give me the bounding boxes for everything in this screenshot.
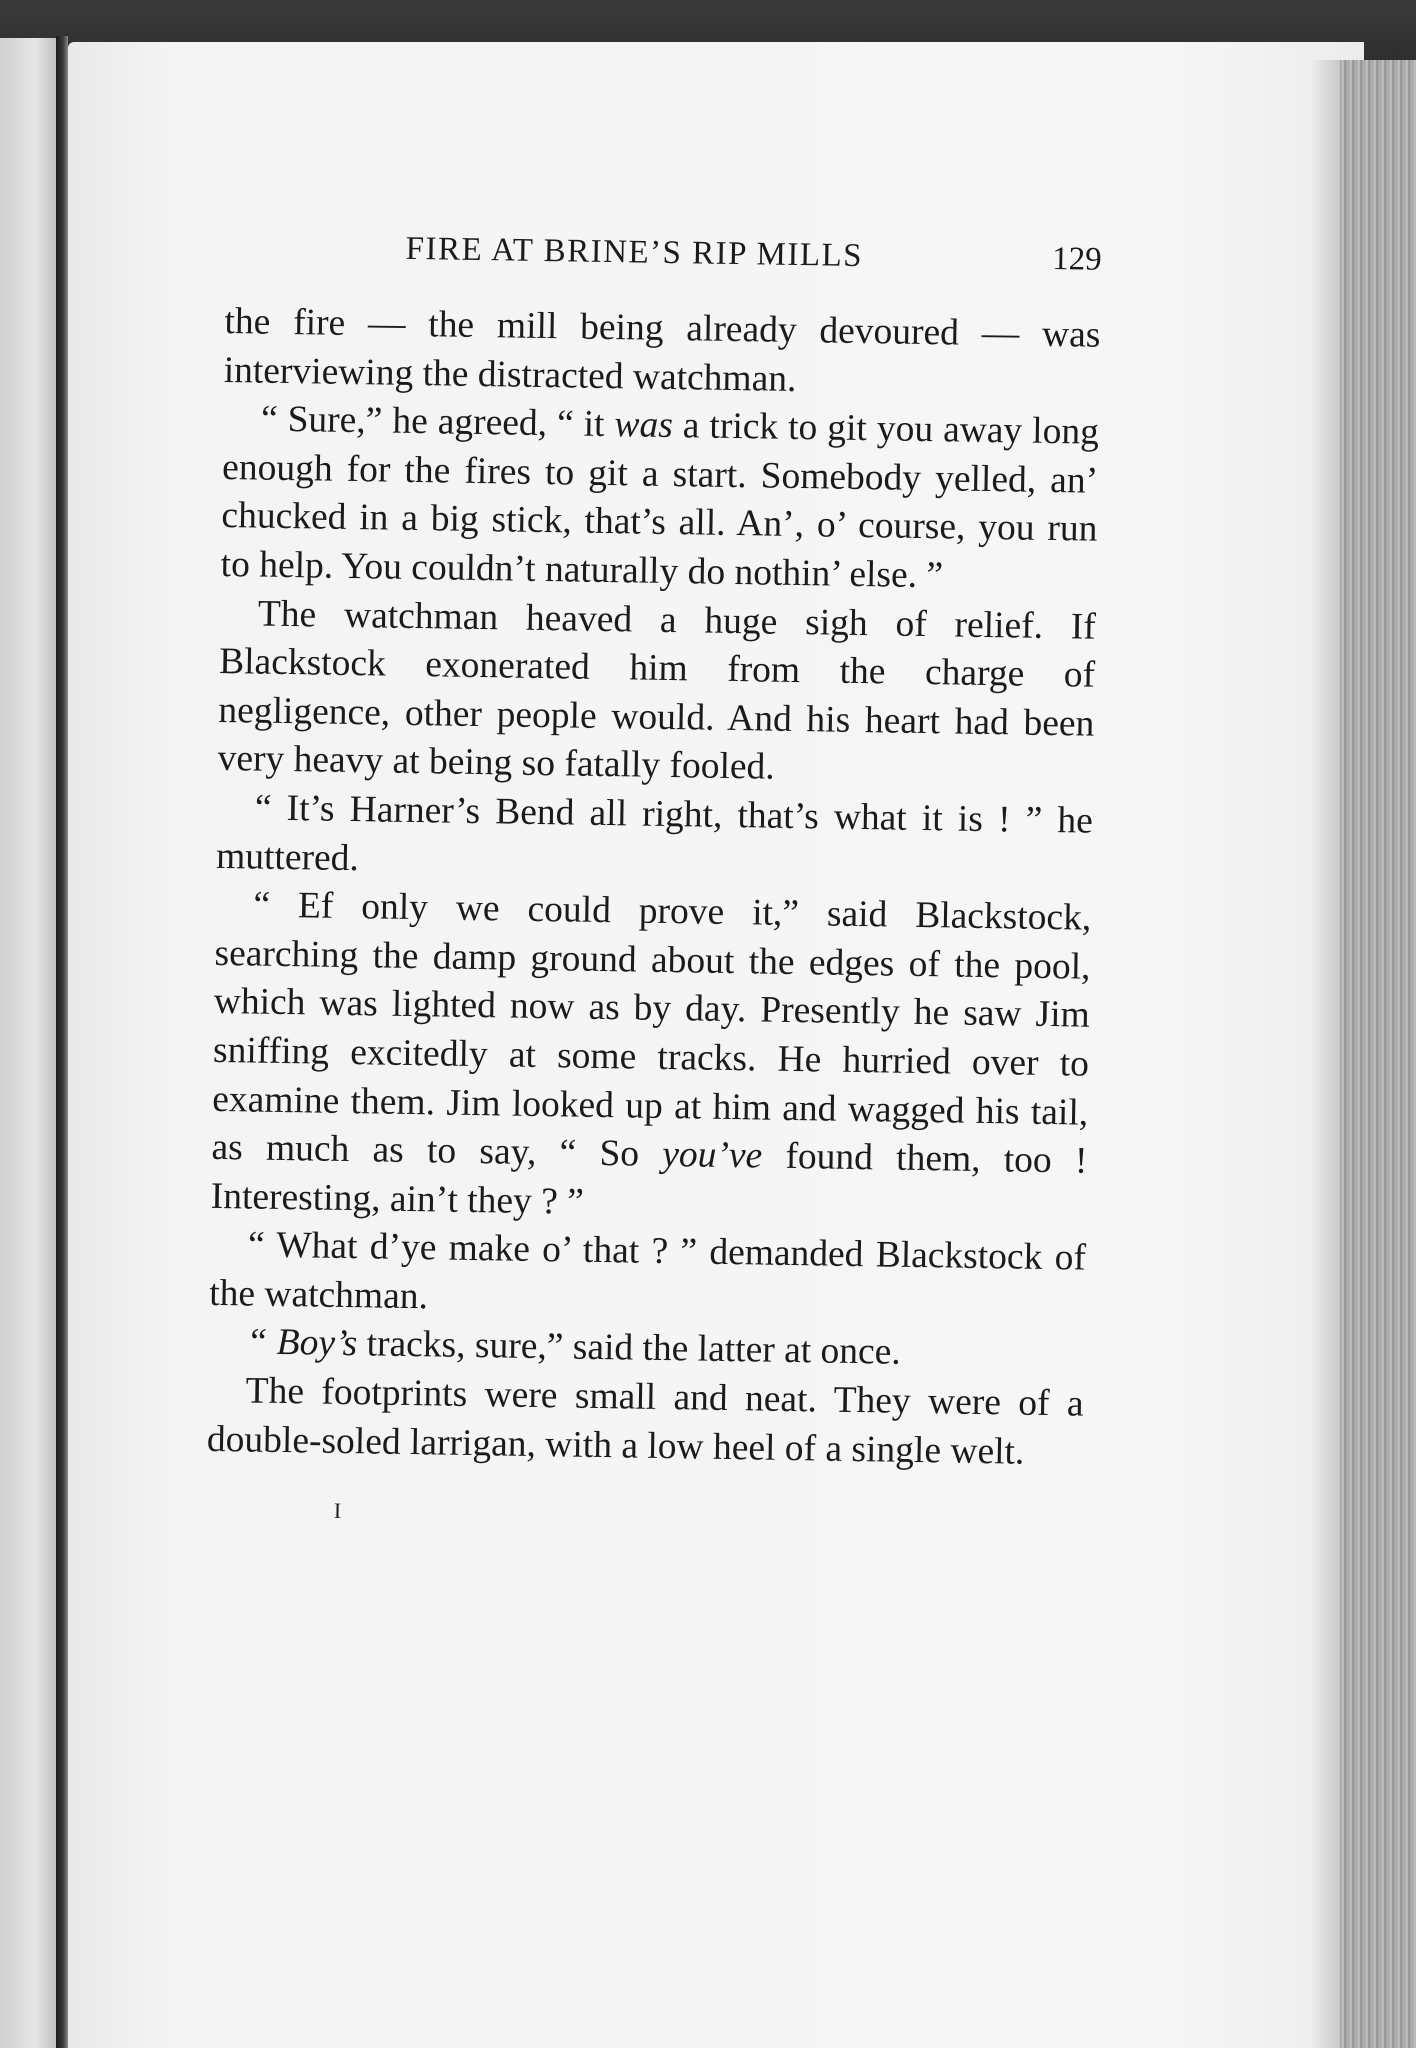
text-run: found them, too ! Interesting, ain’t they ? ” <box>210 1135 1088 1223</box>
text-run: tracks, sure,” said the latter at once. <box>356 1323 902 1374</box>
paragraph <box>210 881 1091 1235</box>
paragraph <box>223 298 1100 409</box>
text-run: “ Sure,” he agreed, “ it <box>260 398 615 446</box>
paragraph <box>217 590 1096 798</box>
italic-text-run: you’ve <box>662 1134 763 1177</box>
text-run: “ What d’ye make o’ that ? ” demanded Blackstock of the watchman. <box>208 1224 1087 1318</box>
text-run: “ It’s Harner’s Bend all right, that’s what it is ! ” he muttered. <box>215 787 1094 879</box>
book-gutter <box>56 36 68 2048</box>
paragraph <box>207 1367 1084 1478</box>
page-edge-shadow <box>1310 60 1344 2048</box>
running-title: FIRE AT BRINE’S RIP MILLS <box>405 230 864 275</box>
italic-text-run: “ Boy’s <box>246 1321 358 1365</box>
facing-page-edge <box>0 38 58 2048</box>
text-run: the fire — the mill being already devoured — was interviewing the distracted watchman. <box>223 300 1101 400</box>
page-number: 129 <box>1051 240 1102 278</box>
text-run: “ Ef only we could prove it,” said Blackstock, searching the damp ground about the edges of the pool, which was lighted now as by day. Presently he saw Jim sniffing excitedly at some tracks. He hurried over to examine them. Jim looked up at him and wagged his tail, as much as to say, “ So <box>211 884 1092 1176</box>
running-head <box>225 228 1102 312</box>
paragraph <box>216 784 1093 895</box>
body-text <box>207 298 1101 1478</box>
page-text-block <box>206 228 1102 1538</box>
text-run: The watchman heaved a huge sigh of relief. If Blackstock exonerated him from the charge of negligence, other people would. And his heart had been very heavy at being so fatally fooled. <box>217 593 1097 789</box>
text-run: a trick to git you away long enough for the fires to git a start. Somebody yelled, an’ chucked in a big stick, that’s all. An’, o’ course, you run to help. You couldn’t naturally do nothin’ else. ” <box>220 405 1100 597</box>
paragraph <box>209 1221 1086 1332</box>
italic-text-run: was <box>614 404 674 447</box>
paragraph <box>220 395 1099 603</box>
text-run: The footprints were small and neat. They were of a double-soled larrigan, with a low heel of a single welt. <box>206 1370 1084 1473</box>
signature-mark: I <box>333 1498 342 1524</box>
page-block-edge <box>1340 60 1416 2048</box>
